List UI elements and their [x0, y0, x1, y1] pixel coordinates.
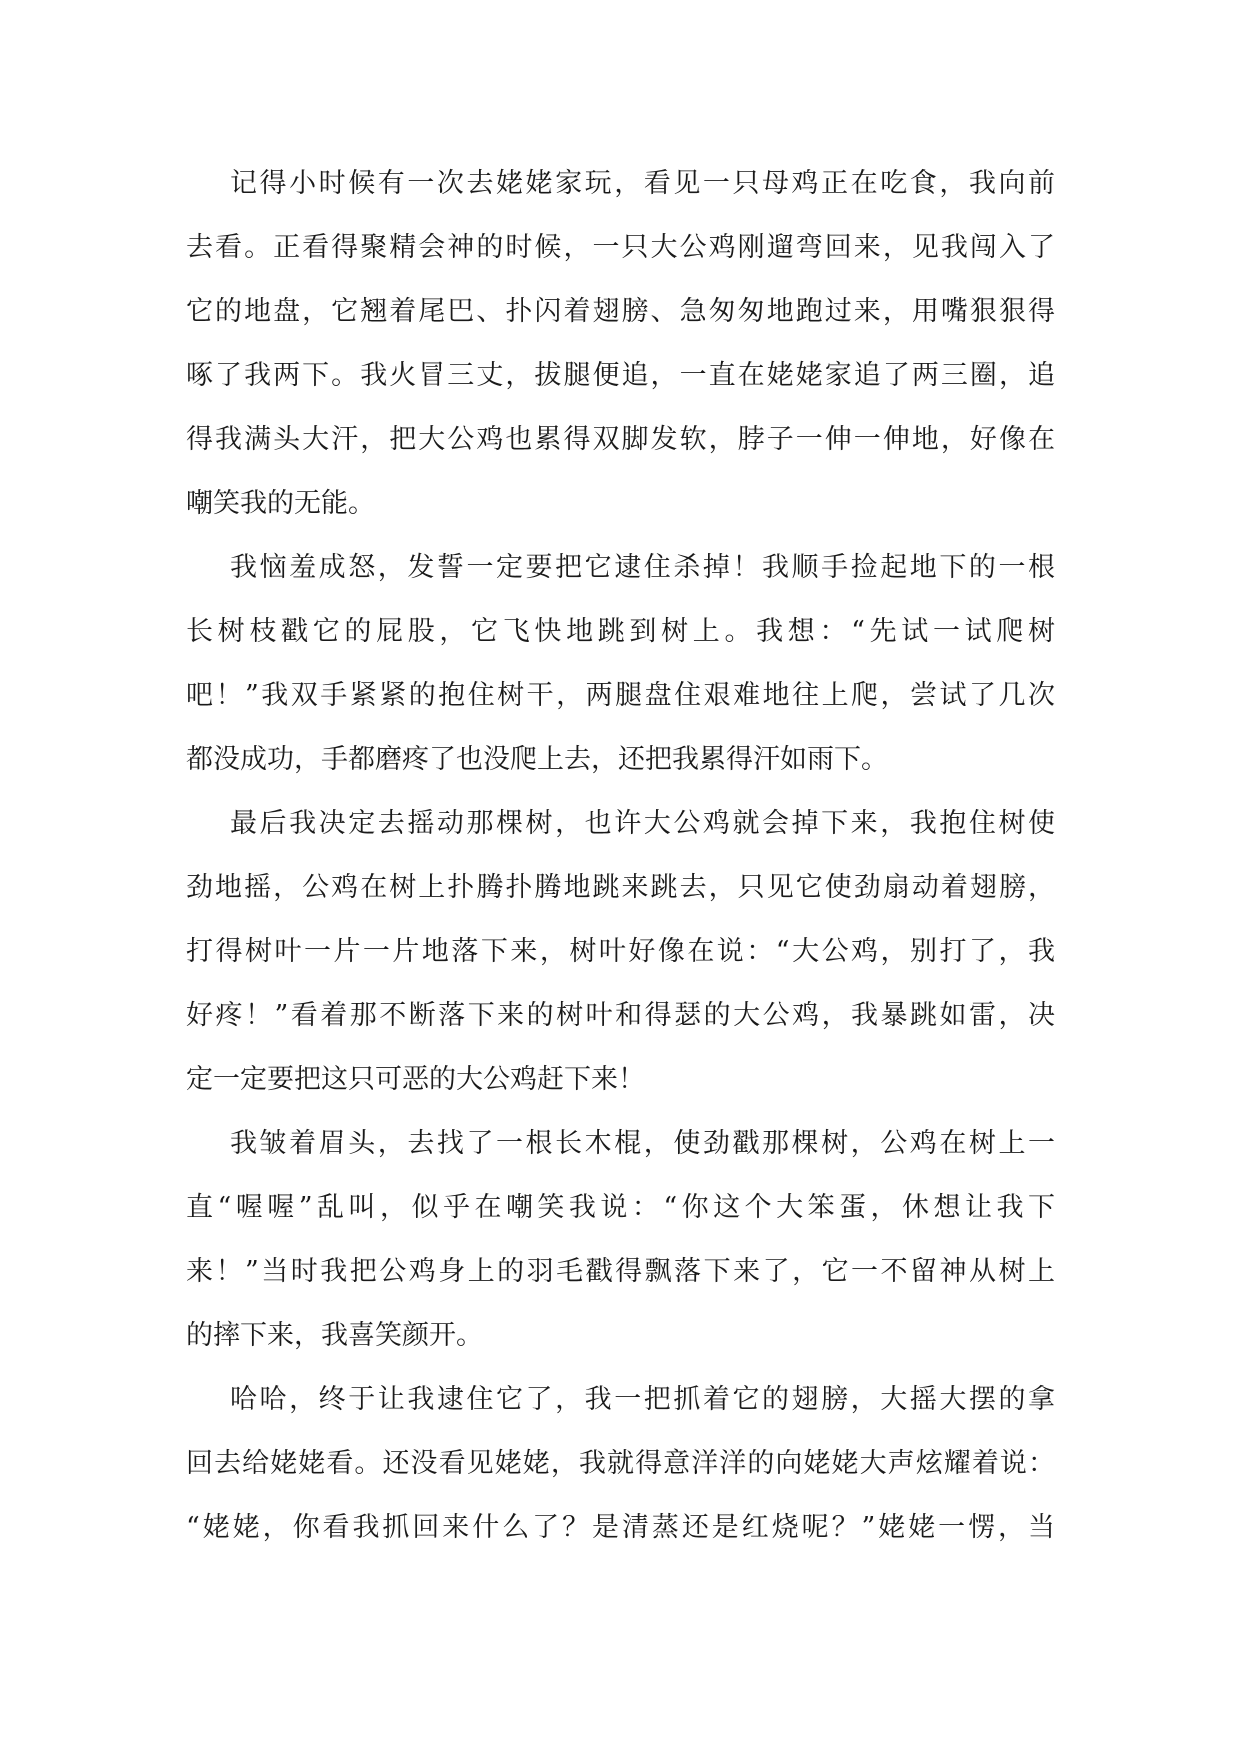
text-line: 劲地摇，公鸡在树上扑腾扑腾地跳来跳去，只见它使劲扇动着翅膀， — [186, 872, 1055, 903]
paragraph-3 — [186, 792, 1055, 1112]
text-line: 最后我决定去摇动那棵树，也许大公鸡就会掉下来，我抱住树使 — [230, 808, 1055, 839]
paragraph-4 — [186, 1112, 1055, 1368]
document-body — [186, 152, 1055, 1560]
paragraph-5 — [186, 1368, 1055, 1560]
paragraph-1 — [186, 152, 1055, 536]
text-line: 好疼！”看着那不断落下来的树叶和得瑟的大公鸡，我暴跳如雷，决 — [186, 1000, 1055, 1031]
text-line: 去看。正看得聚精会神的时候，一只大公鸡刚遛弯回来，见我闯入了 — [186, 232, 1055, 263]
text-line: 哈哈，终于让我逮住它了，我一把抓着它的翅膀，大摇大摆的拿 — [230, 1384, 1055, 1415]
text-line: “姥姥，你看我抓回来什么了？是清蒸还是红烧呢？”姥姥一愣，当 — [186, 1512, 1055, 1543]
text-line: 它的地盘，它翘着尾巴、扑闪着翅膀、急匆匆地跑过来，用嘴狠狠得 — [186, 296, 1055, 327]
text-line: 都没成功，手都磨疼了也没爬上去，还把我累得汗如雨下。 — [186, 744, 888, 775]
paragraph-2 — [186, 536, 1055, 792]
text-line: 吧！”我双手紧紧的抱住树干，两腿盘住艰难地往上爬，尝试了几次 — [186, 680, 1055, 711]
text-line: 得我满头大汗，把大公鸡也累得双脚发软，脖子一伸一伸地，好像在 — [186, 424, 1055, 455]
text-line: 我恼羞成怒，发誓一定要把它逮住杀掉！我顺手捡起地下的一根 — [230, 552, 1055, 583]
text-line: 打得树叶一片一片地落下来，树叶好像在说：“大公鸡，别打了，我 — [186, 936, 1055, 967]
text-line: 的摔下来，我喜笑颜开。 — [186, 1320, 483, 1351]
text-line: 我皱着眉头，去找了一根长木棍，使劲戳那棵树，公鸡在树上一 — [230, 1128, 1055, 1159]
text-line: 记得小时候有一次去姥姥家玩，看见一只母鸡正在吃食，我向前 — [230, 168, 1055, 199]
text-line: 回去给姥姥看。还没看见姥姥，我就得意洋洋的向姥姥大声炫耀着说： — [186, 1448, 1055, 1479]
text-line: 长树枝戳它的屁股，它飞快地跳到树上。我想：“先试一试爬树 — [186, 616, 1055, 647]
text-line: 来！”当时我把公鸡身上的羽毛戳得飘落下来了，它一不留神从树上 — [186, 1256, 1055, 1287]
text-line: 定一定要把这只可恶的大公鸡赶下来！ — [186, 1064, 645, 1095]
text-line: 嘲笑我的无能。 — [186, 488, 375, 519]
text-line: 直“喔喔”乱叫，似乎在嘲笑我说：“你这个大笨蛋，休想让我下 — [186, 1192, 1055, 1223]
text-line: 啄了我两下。我火冒三丈，拔腿便追，一直在姥姥家追了两三圈，追 — [186, 360, 1055, 391]
